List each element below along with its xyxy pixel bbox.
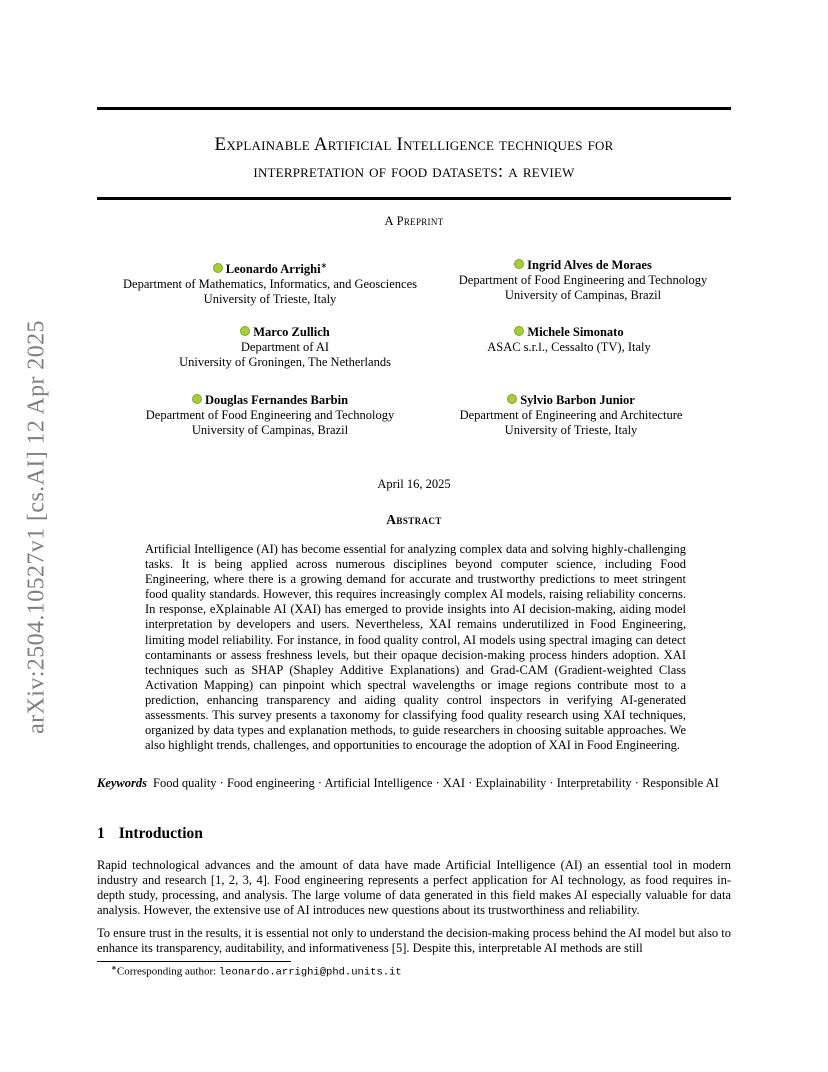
orcid-icon[interactable] xyxy=(213,263,223,273)
author-affiliation: University of Trieste, Italy xyxy=(504,423,638,437)
orcid-icon[interactable] xyxy=(514,259,524,269)
paper-title-line-2: interpretation of food datasets: a review xyxy=(253,161,575,182)
author-affiliation: Department of Mathematics, Informatics, and Geosciences xyxy=(123,277,417,292)
title-bottom-rule xyxy=(97,197,731,200)
footnote-rule xyxy=(97,961,291,962)
footnote-label: Corresponding author: xyxy=(116,965,219,978)
intro-paragraph-2: To ensure trust in the results, it is essential not only to understand the decision-making process behind the AI model but also to enhance its transparency, auditability, and informativeness [5]. Despite this, interpretable AI methods are still xyxy=(97,926,731,956)
keywords-label: Keywords xyxy=(97,776,147,790)
author-block xyxy=(404,325,734,355)
author-affiliation: Department of Food Engineering and Technology xyxy=(145,408,395,422)
author-affiliation: University of Groningen, The Netherlands xyxy=(179,355,391,369)
author-name: Sylvio Barbon Junior xyxy=(520,393,635,407)
author-affiliation: Department of Engineering and Architecture xyxy=(459,408,683,422)
author-name: Leonardo Arrighi xyxy=(225,262,321,277)
author-name: Michele Simonato xyxy=(527,325,624,339)
author-block xyxy=(418,258,748,303)
author-affiliation: Department of Food Engineering and Technology xyxy=(458,273,708,287)
abstract-text: Artificial Intelligence (AI) has become essential for analyzing complex data and solving highly-challenging tasks. It is being applied across numerous disciplines beyond computer science, including Food Engineering, where there is a growing demand for accurate and trustworthy predictions to meet stringent food quality standards. However, this requires increasingly complex AI models, raising reliability concerns. In response, eXplainable AI (XAI) has emerged to provide insights into AI decision-making, aiding model interpretation by developers and users. Nevertheless, XAI remains underutilized in Food Engineering, limiting model reliability. For instance, in food quality control, AI models using spectral imaging can detect contaminants or assess freshness levels, but their opaque decision-making process hinders adoption. XAI techniques such as SHAP (Shapley Additive Explanations) and Grad-CAM (Gradient-weighted Class Activation Mapping) can pinpoint which spectral wavelengths or image regions contribute most to a prediction, enhancing transparency and aiding quality control inspectors in verifying AI-generated assessments. This survey presents a taxonomy for classifying food quality research using XAI techniques, organized by data types and explanation methods, to guide researchers in choosing suitable approaches. We also highlight trends, challenges, and opportunities to encourage the adoption of XAI in Food Engineering. xyxy=(145,542,686,753)
author-affiliation: ASAC s.r.l., Cessalto (TV), Italy xyxy=(487,340,651,354)
orcid-icon[interactable] xyxy=(514,326,524,336)
orcid-icon[interactable] xyxy=(192,394,202,404)
section-title: Introduction xyxy=(118,825,203,842)
arxiv-identifier: arXiv:2504.10527v1 [cs.AI] 12 Apr 2025 xyxy=(23,320,50,734)
author-name: Marco Zullich xyxy=(253,325,330,339)
author-name: Douglas Fernandes Barbin xyxy=(204,393,349,407)
author-affiliation: Department of AI xyxy=(240,340,330,354)
keywords xyxy=(97,776,731,791)
author-block xyxy=(120,325,450,370)
abstract-heading: Abstract xyxy=(386,512,442,527)
title-top-rule xyxy=(97,107,731,110)
section-number: 1 xyxy=(97,825,105,842)
orcid-icon[interactable] xyxy=(507,394,517,404)
author-block xyxy=(105,393,435,438)
orcid-icon[interactable] xyxy=(240,326,250,336)
footnote-email-link[interactable]: leonardo.arrighi@phd.units.it xyxy=(218,966,402,979)
author-block xyxy=(406,393,736,438)
preprint-label: A Preprint xyxy=(384,214,444,228)
section-heading xyxy=(97,825,203,843)
corresponding-mark: ∗ xyxy=(320,261,328,270)
author-affiliation: University of Campinas, Brazil xyxy=(191,423,349,437)
author-block xyxy=(105,258,435,307)
paper-date: April 16, 2025 xyxy=(377,477,451,491)
footnote xyxy=(111,964,402,979)
author-affiliation: University of Campinas, Brazil xyxy=(504,288,662,302)
author-name: Ingrid Alves de Moraes xyxy=(527,258,652,272)
paper-title-line-1: Explainable Artificial Intelligence techniques for xyxy=(214,134,614,155)
keywords-list: Food quality · Food engineering · Artificial Intelligence · XAI · Explainability · Interpretability · Responsible AI xyxy=(153,776,719,790)
intro-paragraph-1: Rapid technological advances and the amount of data have made Artificial Intelligence (AI) an essential tool in modern industry and research [1, 2, 3, 4]. Food engineering represents a perfect application for AI technology, as food requires in-depth study, processing, and analysis. The large volume of data generated in this field makes AI especially valuable for data analysis. However, the extensive use of AI introduces new questions about its trustworthiness and reliability. xyxy=(97,858,731,918)
footnote-mark: ∗ xyxy=(111,964,117,972)
paper-title xyxy=(97,131,731,185)
author-affiliation: University of Trieste, Italy xyxy=(203,292,337,307)
